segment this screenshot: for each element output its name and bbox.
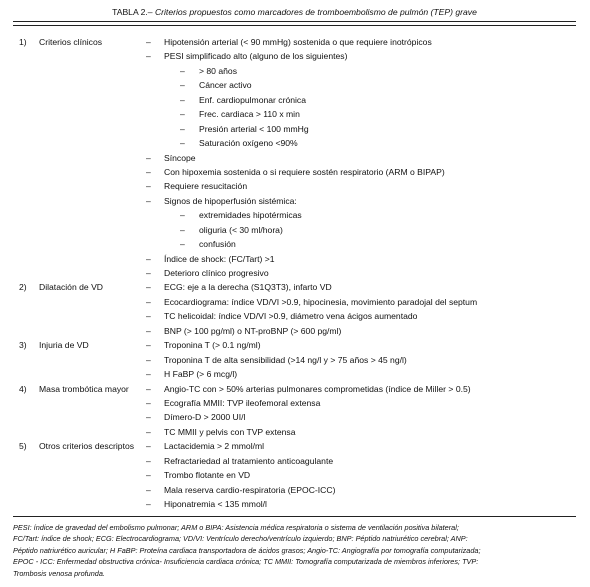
table-row xyxy=(13,49,576,63)
table-row xyxy=(13,266,576,280)
sub-criterion-text: confusión xyxy=(199,239,236,250)
table-row xyxy=(13,324,576,338)
table-row xyxy=(13,353,576,367)
table-row xyxy=(13,295,576,309)
criterion-category: Masa trombótica mayor xyxy=(39,383,129,394)
dash-bullet: – xyxy=(180,138,185,149)
table-row xyxy=(13,280,576,294)
criterion-text: TC helicoidal: índice VD/VI >0.9, diámetro vena ácigos aumentado xyxy=(164,311,418,322)
criterion-text: Síncope xyxy=(164,152,196,163)
criterion-category: Criterios clínicos xyxy=(39,37,103,47)
table-row xyxy=(13,35,576,49)
footnote-line: FC/Tart: índice de shock; ECG: Electrocardiograma; VD/VI: Ventrículo derecho/ventrículo izquierdo; BNP: Péptido natriurético cerebral; ANP: xyxy=(13,534,468,544)
table-row xyxy=(13,367,576,381)
dash-bullet: – xyxy=(146,152,151,163)
criterion-text: Dímero-D > 2000 UI/l xyxy=(164,412,246,423)
criterion-text: Signos de hipoperfusión sistémica: xyxy=(164,195,297,206)
table-row xyxy=(13,237,576,251)
table-row xyxy=(13,151,576,165)
table-row xyxy=(13,338,576,352)
criterion-text: PESI simplificado alto (alguno de los siguientes) xyxy=(164,51,348,62)
dash-bullet: – xyxy=(146,441,151,452)
dash-bullet: – xyxy=(180,65,185,76)
dash-bullet: – xyxy=(146,166,151,177)
dash-bullet: – xyxy=(146,455,151,466)
dash-bullet: – xyxy=(180,94,185,105)
dash-bullet: – xyxy=(180,109,185,120)
criterion-text: Hipotensión arterial (< 90 mmHg) sostenida o que requiere inotrópicos xyxy=(164,37,432,47)
dash-bullet: – xyxy=(146,181,151,192)
dash-bullet: – xyxy=(146,296,151,307)
criterion-text: TC MMII y pelvis con TVP extensa xyxy=(164,426,296,437)
dash-bullet: – xyxy=(146,51,151,62)
dash-bullet: – xyxy=(146,253,151,264)
dash-bullet: – xyxy=(146,426,151,437)
dash-bullet: – xyxy=(146,484,151,495)
table-body xyxy=(13,35,576,511)
table-row xyxy=(13,454,576,468)
dash-bullet: – xyxy=(146,340,151,351)
table-row xyxy=(13,122,576,136)
sub-criterion-text: Frec. cardiaca > 110 x min xyxy=(199,109,300,120)
table-row xyxy=(13,165,576,179)
dash-bullet: – xyxy=(146,325,151,336)
top-rule xyxy=(13,21,576,22)
criterion-text: Angio-TC con > 50% arterias pulmonares comprometidas (índice de Miller > 0.5) xyxy=(164,383,471,394)
caption-title: Criterios propuestos como marcadores de tromboembolismo de pulmón (TEP) grave xyxy=(154,7,477,17)
criterion-text: Mala reserva cardio-respiratoria (EPOC-ICC) xyxy=(164,484,336,495)
sub-criterion-text: Enf. cardiopulmonar crónica xyxy=(199,94,306,105)
criterion-text: Índice de shock: (FC/Tart) >1 xyxy=(164,253,275,264)
criterion-text: ECG: eje a la derecha (S1Q3T3), infarto VD xyxy=(164,282,332,293)
table-row xyxy=(13,425,576,439)
table-row xyxy=(13,252,576,266)
dash-bullet: – xyxy=(180,123,185,134)
dash-bullet: – xyxy=(180,239,185,250)
top-rule-double xyxy=(13,25,576,26)
criterion-text: Deterioro clínico progresivo xyxy=(164,268,269,278)
dash-bullet: – xyxy=(146,383,151,394)
bottom-rule xyxy=(13,516,576,517)
criterion-text: Ecocardiograma: índice VD/VI >0.9, hipocinesia, movimiento paradojal del septum xyxy=(164,296,478,307)
criterion-number: 1) xyxy=(19,37,27,47)
table-row xyxy=(13,410,576,424)
criterion-text: Con hipoxemia sostenida o si requiere sostén respiratorio (ARM o BIPAP) xyxy=(164,166,445,177)
table-row xyxy=(13,468,576,482)
criterion-category: Otros criterios descriptos xyxy=(39,441,135,452)
criterion-text: BNP (> 100 pg/ml) o NT-proBNP (> 600 pg/ml) xyxy=(164,325,342,336)
table-row xyxy=(13,136,576,150)
sub-criterion-text: Cáncer activo xyxy=(199,80,252,91)
table-footnote xyxy=(13,522,576,579)
caption-label: TABLA 2.– xyxy=(112,7,155,17)
dash-bullet: – xyxy=(146,282,151,293)
table-row xyxy=(13,64,576,78)
sub-criterion-text: oliguria (< 30 ml/hora) xyxy=(199,224,283,235)
criterion-number: 5) xyxy=(19,441,27,452)
table-row xyxy=(13,396,576,410)
sub-criterion-text: extremidades hipotérmicas xyxy=(199,210,302,221)
table-row xyxy=(13,107,576,121)
dash-bullet: – xyxy=(146,412,151,423)
criterion-text: Lactacidemia > 2 mmol/ml xyxy=(164,441,265,452)
dash-bullet: – xyxy=(146,369,151,380)
dash-bullet: – xyxy=(180,210,185,221)
table-row xyxy=(13,497,576,511)
dash-bullet: – xyxy=(180,224,185,235)
footnote-line: Péptido natriurético auricular; H FaBP: Proteína cardiaca transportadora de ácidos grasos; Angio-TC: Angiografía por tomografía computarizada; xyxy=(13,545,481,555)
dash-bullet: – xyxy=(146,354,151,365)
dash-bullet: – xyxy=(146,311,151,322)
criterion-text: Refractariedad al tratamiento anticoagulante xyxy=(164,455,334,466)
table-row xyxy=(13,223,576,237)
criterion-category: Dilatación de VD xyxy=(39,282,104,293)
table-row xyxy=(13,93,576,107)
criterion-number: 2) xyxy=(19,282,27,293)
table-row xyxy=(13,439,576,453)
criterion-text: H FaBP (> 6 mcg/l) xyxy=(164,369,238,380)
criterion-category: Injuria de VD xyxy=(39,340,89,351)
criterion-text: Troponina T de alta sensibilidad (>14 ng/l y > 75 años > 45 ng/l) xyxy=(164,354,407,365)
dash-bullet: – xyxy=(146,397,151,408)
criterion-text: Ecografía MMII: TVP ileofemoral extensa xyxy=(164,397,321,408)
criterion-text: Trombo flotante en VD xyxy=(164,470,251,481)
criterion-number: 3) xyxy=(19,340,27,351)
dash-bullet: – xyxy=(146,470,151,481)
dash-bullet: – xyxy=(180,80,185,91)
table-row xyxy=(13,382,576,396)
table-row xyxy=(13,194,576,208)
table-row xyxy=(13,208,576,222)
criterion-text: Troponina T (> 0.1 ng/ml) xyxy=(164,340,261,351)
table-row xyxy=(13,179,576,193)
sub-criterion-text: Saturación oxígeno <90% xyxy=(199,138,298,149)
table-row xyxy=(13,78,576,92)
dash-bullet: – xyxy=(146,37,151,47)
sub-criterion-text: > 80 años xyxy=(199,65,237,76)
dash-bullet: – xyxy=(146,268,151,278)
table-caption xyxy=(13,6,576,18)
criterion-number: 4) xyxy=(19,383,27,394)
table-row xyxy=(13,483,576,497)
footnote-line: Trombosis venosa profunda. xyxy=(13,568,105,578)
sub-criterion-text: Presión arterial < 100 mmHg xyxy=(199,123,309,134)
dash-bullet: – xyxy=(146,195,151,206)
table-row xyxy=(13,309,576,323)
footnote-line: EPOC - ICC: Enfermedad obstructiva crónica- Insuficiencia cardiaca crónica; TC MMII: Tomografía computarizada de miembros inferiores; TVP: xyxy=(13,557,479,567)
criterion-text: Hiponatremia < 135 mmol/l xyxy=(164,499,267,509)
dash-bullet: – xyxy=(146,499,151,509)
criterion-text: Requiere resucitación xyxy=(164,181,248,192)
footnote-line: PESI: índice de gravedad del embolismo pulmonar; ARM o BIPA: Asistencia médica respiratoria o sistema de ventilación positiva bilateral; xyxy=(13,523,459,532)
